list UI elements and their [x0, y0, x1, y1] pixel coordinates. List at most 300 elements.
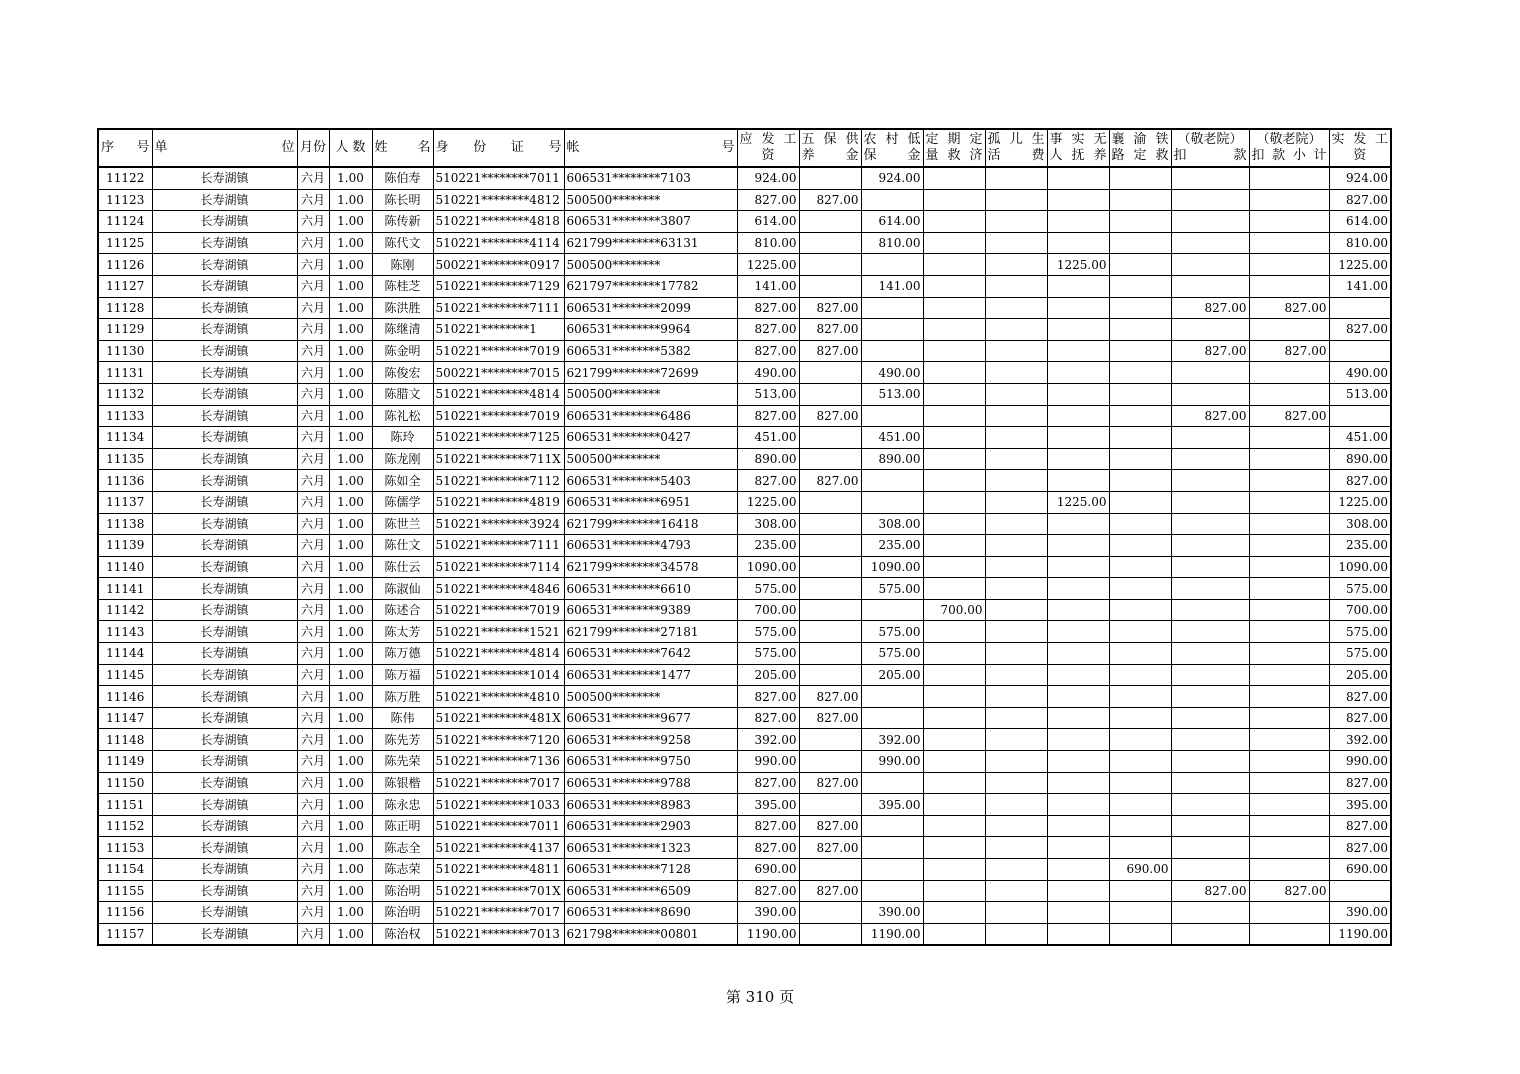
cell-dibao: 810.00 — [861, 232, 923, 254]
table-row — [98, 211, 1391, 233]
cell-dingliang — [923, 686, 985, 708]
cell-xiangyu — [1109, 556, 1171, 578]
cell-deduct-subtotal — [1249, 599, 1329, 621]
cell-xiangyu — [1109, 167, 1171, 189]
cell-id-no: 510221********4114 — [433, 232, 564, 254]
cell-orphan — [985, 297, 1047, 319]
cell-wubao — [799, 535, 861, 557]
cell-shishi — [1047, 297, 1109, 319]
cell-unit: 长寿湖镇 — [152, 837, 297, 859]
cell-dingliang — [923, 578, 985, 600]
cell-deduct-subtotal — [1249, 254, 1329, 276]
cell-deduct-subtotal — [1249, 815, 1329, 837]
cell-orphan — [985, 448, 1047, 470]
cell-shishi — [1047, 902, 1109, 924]
cell-xiangyu — [1109, 275, 1171, 297]
cell-dingliang: 700.00 — [923, 599, 985, 621]
cell-shishi — [1047, 167, 1109, 189]
cell-seq: 11148 — [98, 729, 152, 751]
cell-deduct — [1171, 232, 1249, 254]
cell-name: 陈如全 — [372, 470, 433, 492]
cell-seq: 11125 — [98, 232, 152, 254]
cell-actual: 1190.00 — [1329, 923, 1391, 945]
cell-count: 1.00 — [329, 707, 372, 729]
cell-unit: 长寿湖镇 — [152, 232, 297, 254]
cell-dibao: 390.00 — [861, 902, 923, 924]
cell-dingliang — [923, 535, 985, 557]
cell-deduct-subtotal — [1249, 470, 1329, 492]
cell-payable: 614.00 — [737, 211, 799, 233]
cell-actual: 614.00 — [1329, 211, 1391, 233]
header-wubao: 五 保 供 养 金 — [799, 129, 861, 167]
cell-deduct — [1171, 751, 1249, 773]
cell-wubao — [799, 621, 861, 643]
cell-count: 1.00 — [329, 815, 372, 837]
cell-wubao: 827.00 — [799, 772, 861, 794]
cell-count: 1.00 — [329, 211, 372, 233]
cell-dibao: 141.00 — [861, 275, 923, 297]
cell-name: 陈玲 — [372, 427, 433, 449]
cell-unit: 长寿湖镇 — [152, 427, 297, 449]
cell-seq: 11123 — [98, 189, 152, 211]
cell-deduct-subtotal — [1249, 643, 1329, 665]
cell-id-no: 510221********7011 — [433, 167, 564, 189]
cell-shishi — [1047, 707, 1109, 729]
cell-deduct — [1171, 837, 1249, 859]
table-row — [98, 448, 1391, 470]
table-row — [98, 297, 1391, 319]
cell-id-no: 510221********7120 — [433, 729, 564, 751]
cell-unit: 长寿湖镇 — [152, 902, 297, 924]
cell-unit: 长寿湖镇 — [152, 556, 297, 578]
cell-shishi — [1047, 383, 1109, 405]
cell-name: 陈洪胜 — [372, 297, 433, 319]
cell-deduct — [1171, 167, 1249, 189]
cell-actual: 990.00 — [1329, 751, 1391, 773]
cell-account: 621799********34578 — [564, 556, 737, 578]
cell-shishi — [1047, 621, 1109, 643]
cell-dingliang — [923, 513, 985, 535]
cell-account: 621797********17782 — [564, 275, 737, 297]
cell-seq: 11133 — [98, 405, 152, 427]
cell-orphan — [985, 405, 1047, 427]
cell-unit: 长寿湖镇 — [152, 729, 297, 751]
cell-name: 陈礼松 — [372, 405, 433, 427]
cell-shishi — [1047, 232, 1109, 254]
cell-month: 六月 — [297, 275, 329, 297]
cell-name: 陈伟 — [372, 707, 433, 729]
cell-xiangyu — [1109, 578, 1171, 600]
cell-payable: 827.00 — [737, 297, 799, 319]
cell-actual — [1329, 880, 1391, 902]
header-account: 帐 号 — [564, 129, 737, 167]
cell-name: 陈治明 — [372, 902, 433, 924]
cell-dingliang — [923, 340, 985, 362]
cell-unit: 长寿湖镇 — [152, 167, 297, 189]
cell-dingliang — [923, 275, 985, 297]
cell-deduct-subtotal — [1249, 167, 1329, 189]
cell-actual: 827.00 — [1329, 837, 1391, 859]
cell-account: 606531********6610 — [564, 578, 737, 600]
cell-dibao — [861, 340, 923, 362]
cell-dingliang — [923, 902, 985, 924]
cell-payable: 392.00 — [737, 729, 799, 751]
header-dingliang: 定 期 定 量 救 济 — [923, 129, 985, 167]
cell-deduct-subtotal — [1249, 686, 1329, 708]
cell-id-no: 510221********481X — [433, 707, 564, 729]
cell-orphan — [985, 643, 1047, 665]
table-row — [98, 621, 1391, 643]
cell-deduct-subtotal — [1249, 664, 1329, 686]
cell-shishi — [1047, 859, 1109, 881]
table-row — [98, 535, 1391, 557]
cell-seq: 11154 — [98, 859, 152, 881]
cell-id-no: 510221********4818 — [433, 211, 564, 233]
cell-payable: 1225.00 — [737, 254, 799, 276]
cell-deduct — [1171, 815, 1249, 837]
payroll-table — [97, 128, 1392, 946]
cell-shishi — [1047, 340, 1109, 362]
cell-seq: 11138 — [98, 513, 152, 535]
table-row — [98, 837, 1391, 859]
cell-wubao: 827.00 — [799, 297, 861, 319]
cell-actual: 513.00 — [1329, 383, 1391, 405]
cell-xiangyu — [1109, 340, 1171, 362]
cell-seq: 11128 — [98, 297, 152, 319]
cell-xiangyu — [1109, 448, 1171, 470]
cell-payable: 205.00 — [737, 664, 799, 686]
cell-month: 六月 — [297, 902, 329, 924]
cell-name: 陈万胜 — [372, 686, 433, 708]
cell-shishi — [1047, 211, 1109, 233]
cell-unit: 长寿湖镇 — [152, 535, 297, 557]
cell-month: 六月 — [297, 621, 329, 643]
cell-account: 621799********16418 — [564, 513, 737, 535]
cell-unit: 长寿湖镇 — [152, 211, 297, 233]
cell-deduct — [1171, 902, 1249, 924]
cell-orphan — [985, 751, 1047, 773]
cell-dibao: 890.00 — [861, 448, 923, 470]
cell-dingliang — [923, 167, 985, 189]
cell-deduct — [1171, 556, 1249, 578]
cell-orphan — [985, 513, 1047, 535]
cell-payable: 827.00 — [737, 815, 799, 837]
cell-account: 500500******** — [564, 254, 737, 276]
cell-deduct — [1171, 643, 1249, 665]
cell-xiangyu — [1109, 772, 1171, 794]
cell-deduct-subtotal — [1249, 383, 1329, 405]
cell-orphan — [985, 383, 1047, 405]
cell-name: 陈伯寿 — [372, 167, 433, 189]
cell-shishi — [1047, 643, 1109, 665]
cell-month: 六月 — [297, 319, 329, 341]
cell-xiangyu — [1109, 297, 1171, 319]
cell-xiangyu — [1109, 686, 1171, 708]
cell-id-no: 510221********7111 — [433, 535, 564, 557]
cell-month: 六月 — [297, 211, 329, 233]
cell-dibao — [861, 491, 923, 513]
header-deduct-subtotal: （敬老院） 扣 款 小 计 — [1249, 129, 1329, 167]
cell-shishi — [1047, 880, 1109, 902]
cell-dibao — [861, 815, 923, 837]
cell-dingliang — [923, 621, 985, 643]
cell-dingliang — [923, 254, 985, 276]
cell-dibao: 575.00 — [861, 621, 923, 643]
cell-account: 500500******** — [564, 448, 737, 470]
cell-name: 陈志荣 — [372, 859, 433, 881]
cell-month: 六月 — [297, 923, 329, 945]
cell-deduct-subtotal — [1249, 362, 1329, 384]
cell-unit: 长寿湖镇 — [152, 599, 297, 621]
header-orphan: 孤 儿 生 活 费 — [985, 129, 1047, 167]
cell-dibao: 490.00 — [861, 362, 923, 384]
cell-wubao — [799, 599, 861, 621]
cell-orphan — [985, 340, 1047, 362]
header-dibao: 农 村 低 保 金 — [861, 129, 923, 167]
cell-deduct-subtotal — [1249, 837, 1329, 859]
cell-account: 606531********7642 — [564, 643, 737, 665]
table-row — [98, 319, 1391, 341]
cell-count: 1.00 — [329, 275, 372, 297]
cell-deduct: 827.00 — [1171, 880, 1249, 902]
cell-id-no: 510221********711X — [433, 448, 564, 470]
cell-month: 六月 — [297, 815, 329, 837]
cell-dingliang — [923, 751, 985, 773]
cell-month: 六月 — [297, 405, 329, 427]
cell-seq: 11132 — [98, 383, 152, 405]
cell-month: 六月 — [297, 599, 329, 621]
cell-dingliang — [923, 297, 985, 319]
cell-id-no: 510221********7017 — [433, 772, 564, 794]
cell-shishi — [1047, 556, 1109, 578]
page-number: 第 310 页 — [725, 988, 795, 1006]
cell-account: 500500******** — [564, 383, 737, 405]
cell-seq: 11136 — [98, 470, 152, 492]
cell-deduct-subtotal — [1249, 902, 1329, 924]
cell-wubao — [799, 167, 861, 189]
cell-payable: 451.00 — [737, 427, 799, 449]
cell-actual: 390.00 — [1329, 902, 1391, 924]
cell-name: 陈先芳 — [372, 729, 433, 751]
table-row — [98, 643, 1391, 665]
cell-count: 1.00 — [329, 427, 372, 449]
cell-dingliang — [923, 923, 985, 945]
cell-deduct: 827.00 — [1171, 405, 1249, 427]
cell-wubao — [799, 643, 861, 665]
table-row — [98, 362, 1391, 384]
cell-payable: 990.00 — [737, 751, 799, 773]
cell-deduct — [1171, 664, 1249, 686]
cell-id-no: 510221********7129 — [433, 275, 564, 297]
cell-account: 606531********1477 — [564, 664, 737, 686]
cell-xiangyu — [1109, 621, 1171, 643]
cell-payable: 827.00 — [737, 772, 799, 794]
header-shishi: 事 实 无 人 抚 养 — [1047, 129, 1109, 167]
cell-seq: 11130 — [98, 340, 152, 362]
cell-name: 陈金明 — [372, 340, 433, 362]
cell-wubao — [799, 664, 861, 686]
cell-count: 1.00 — [329, 578, 372, 600]
cell-dibao: 235.00 — [861, 535, 923, 557]
cell-month: 六月 — [297, 729, 329, 751]
table-row — [98, 470, 1391, 492]
cell-actual: 205.00 — [1329, 664, 1391, 686]
cell-dingliang — [923, 707, 985, 729]
cell-deduct — [1171, 362, 1249, 384]
cell-orphan — [985, 794, 1047, 816]
cell-orphan — [985, 772, 1047, 794]
cell-count: 1.00 — [329, 556, 372, 578]
cell-dibao — [861, 319, 923, 341]
cell-deduct — [1171, 621, 1249, 643]
cell-wubao — [799, 513, 861, 535]
table-row — [98, 275, 1391, 297]
cell-month: 六月 — [297, 707, 329, 729]
cell-name: 陈儒学 — [372, 491, 433, 513]
cell-id-no: 510221********7114 — [433, 556, 564, 578]
cell-account: 606531********2903 — [564, 815, 737, 837]
cell-xiangyu — [1109, 189, 1171, 211]
cell-name: 陈正明 — [372, 815, 433, 837]
cell-month: 六月 — [297, 751, 329, 773]
cell-id-no: 510221********7011 — [433, 815, 564, 837]
cell-name: 陈继清 — [372, 319, 433, 341]
cell-dibao — [861, 599, 923, 621]
cell-unit: 长寿湖镇 — [152, 275, 297, 297]
cell-payable: 390.00 — [737, 902, 799, 924]
cell-account: 621798********00801 — [564, 923, 737, 945]
cell-name: 陈仕云 — [372, 556, 433, 578]
cell-payable: 827.00 — [737, 340, 799, 362]
cell-wubao — [799, 275, 861, 297]
cell-payable: 810.00 — [737, 232, 799, 254]
table-row — [98, 686, 1391, 708]
cell-name: 陈太芳 — [372, 621, 433, 643]
cell-deduct — [1171, 254, 1249, 276]
cell-payable: 827.00 — [737, 686, 799, 708]
cell-xiangyu — [1109, 362, 1171, 384]
cell-payable: 575.00 — [737, 621, 799, 643]
cell-name: 陈治明 — [372, 880, 433, 902]
cell-dibao — [861, 772, 923, 794]
cell-deduct-subtotal — [1249, 211, 1329, 233]
cell-unit: 长寿湖镇 — [152, 491, 297, 513]
cell-shishi — [1047, 578, 1109, 600]
cell-deduct-subtotal — [1249, 491, 1329, 513]
cell-actual: 827.00 — [1329, 189, 1391, 211]
cell-count: 1.00 — [329, 448, 372, 470]
cell-id-no: 510221********1 — [433, 319, 564, 341]
cell-account: 606531********5403 — [564, 470, 737, 492]
cell-shishi — [1047, 535, 1109, 557]
cell-actual: 395.00 — [1329, 794, 1391, 816]
cell-dingliang — [923, 383, 985, 405]
cell-dibao: 575.00 — [861, 578, 923, 600]
cell-month: 六月 — [297, 167, 329, 189]
cell-payable: 890.00 — [737, 448, 799, 470]
cell-deduct — [1171, 578, 1249, 600]
cell-deduct-subtotal — [1249, 621, 1329, 643]
cell-payable: 827.00 — [737, 405, 799, 427]
cell-deduct-subtotal — [1249, 427, 1329, 449]
cell-shishi — [1047, 751, 1109, 773]
cell-dingliang — [923, 556, 985, 578]
cell-deduct-subtotal — [1249, 189, 1329, 211]
cell-count: 1.00 — [329, 297, 372, 319]
cell-wubao: 827.00 — [799, 707, 861, 729]
cell-seq: 11135 — [98, 448, 152, 470]
cell-shishi — [1047, 427, 1109, 449]
cell-month: 六月 — [297, 664, 329, 686]
cell-shishi — [1047, 275, 1109, 297]
cell-payable: 235.00 — [737, 535, 799, 557]
header-seq: 序 号 — [98, 129, 152, 167]
cell-shishi — [1047, 362, 1109, 384]
cell-unit: 长寿湖镇 — [152, 621, 297, 643]
table-row — [98, 189, 1391, 211]
cell-deduct — [1171, 686, 1249, 708]
cell-deduct-subtotal — [1249, 556, 1329, 578]
header-deduct: （敬老院） 扣 款 — [1171, 129, 1249, 167]
cell-orphan — [985, 599, 1047, 621]
table-row — [98, 232, 1391, 254]
cell-orphan — [985, 427, 1047, 449]
cell-account: 621799********27181 — [564, 621, 737, 643]
cell-orphan — [985, 902, 1047, 924]
cell-count: 1.00 — [329, 621, 372, 643]
cell-name: 陈治权 — [372, 923, 433, 945]
cell-xiangyu — [1109, 254, 1171, 276]
cell-month: 六月 — [297, 254, 329, 276]
cell-id-no: 510221********7019 — [433, 599, 564, 621]
cell-deduct — [1171, 923, 1249, 945]
cell-xiangyu — [1109, 427, 1171, 449]
cell-seq: 11157 — [98, 923, 152, 945]
cell-account: 606531********6951 — [564, 491, 737, 513]
cell-deduct-subtotal — [1249, 707, 1329, 729]
cell-deduct — [1171, 772, 1249, 794]
cell-seq: 11147 — [98, 707, 152, 729]
cell-xiangyu — [1109, 599, 1171, 621]
cell-id-no: 510221********7019 — [433, 405, 564, 427]
cell-dingliang — [923, 362, 985, 384]
cell-orphan — [985, 707, 1047, 729]
cell-deduct — [1171, 535, 1249, 557]
cell-actual: 392.00 — [1329, 729, 1391, 751]
cell-id-no: 510221********4846 — [433, 578, 564, 600]
cell-id-no: 500221********0917 — [433, 254, 564, 276]
cell-actual: 827.00 — [1329, 686, 1391, 708]
cell-payable: 827.00 — [737, 707, 799, 729]
cell-wubao — [799, 427, 861, 449]
cell-count: 1.00 — [329, 254, 372, 276]
cell-id-no: 510221********7136 — [433, 751, 564, 773]
cell-dibao: 990.00 — [861, 751, 923, 773]
cell-orphan — [985, 686, 1047, 708]
cell-count: 1.00 — [329, 491, 372, 513]
table-row — [98, 556, 1391, 578]
cell-seq: 11155 — [98, 880, 152, 902]
cell-dibao: 308.00 — [861, 513, 923, 535]
cell-dibao: 924.00 — [861, 167, 923, 189]
table-row — [98, 513, 1391, 535]
cell-orphan — [985, 578, 1047, 600]
cell-wubao — [799, 923, 861, 945]
cell-unit: 长寿湖镇 — [152, 772, 297, 794]
cell-orphan — [985, 837, 1047, 859]
cell-actual: 575.00 — [1329, 621, 1391, 643]
cell-name: 陈万福 — [372, 664, 433, 686]
